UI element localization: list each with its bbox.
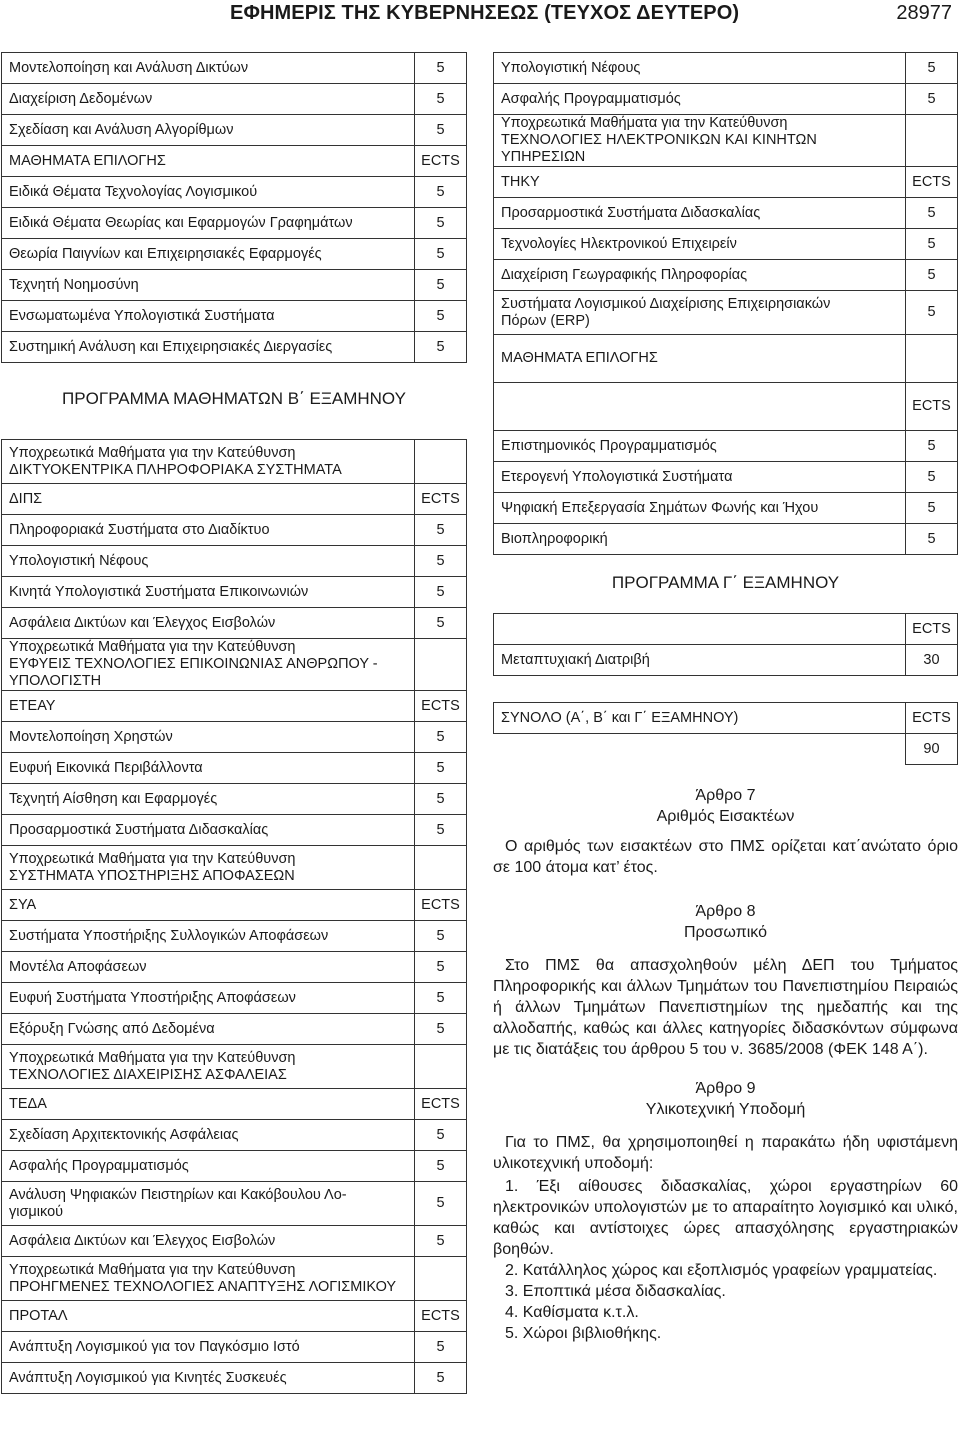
table-row xyxy=(2,952,467,983)
ects-value: 5 xyxy=(415,577,467,608)
course-name xyxy=(2,1226,415,1257)
course-name-text: ΣΥΑ xyxy=(9,896,37,913)
course-name xyxy=(2,722,415,753)
course-name xyxy=(494,115,906,167)
course-name-text: Θεωρία Παιγνίων και Επιχειρησιακές Εφαρμογές xyxy=(9,245,322,262)
ects-value: 5 xyxy=(415,546,467,577)
ects-value: 5 xyxy=(906,431,958,462)
page-header xyxy=(0,0,960,30)
ects-value: 5 xyxy=(415,1363,467,1394)
course-name xyxy=(494,260,906,291)
course-name xyxy=(2,639,415,691)
table-row xyxy=(2,239,467,270)
course-name-text: Υποχρεωτικά Μαθήματα για την Κατεύθυνση xyxy=(9,444,296,461)
course-name xyxy=(2,1120,415,1151)
table-row xyxy=(494,291,958,335)
course-name xyxy=(2,270,415,301)
ects-value: 5 xyxy=(906,198,958,229)
table-row xyxy=(2,846,467,890)
left-column xyxy=(1,52,467,1394)
course-name xyxy=(2,608,415,639)
course-name xyxy=(2,890,415,921)
course-name xyxy=(494,431,906,462)
course-name-sub: ΔΙΚΤΥΟΚΕΝΤΡΙΚΑ ΠΛΗΡΟΦΟΡΙΑΚΑ ΣΥΣΤΗΜΑΤΑ xyxy=(9,461,342,478)
course-name-text: Ασφαλής Προγραμματισμός xyxy=(501,90,681,107)
course-name-text: Πληροφοριακά Συστήματα στο Διαδίκτυο xyxy=(9,521,270,538)
list-item: 4. Καθίσματα κ.τ.λ. xyxy=(505,1304,639,1321)
ects-value: 5 xyxy=(415,952,467,983)
course-name-text: ΜΑΘΗΜΑΤΑ ΕΠΙΛΟΓΗΣ xyxy=(501,350,658,366)
course-name xyxy=(494,493,906,524)
table-row xyxy=(494,524,958,555)
course-name-sub: ΤΕΧΝΟΛΟΓΙΕΣ ΔΙΑΧΕΙΡΙΣΗΣ ΑΣΦΑΛΕΙΑΣ xyxy=(9,1066,287,1083)
course-name-text: Διαχείριση Γεωγραφικής Πληροφορίας xyxy=(501,266,748,283)
table-row xyxy=(2,815,467,846)
table-row xyxy=(2,983,467,1014)
course-name xyxy=(2,515,415,546)
ects-value: 5 xyxy=(415,815,467,846)
course-name-text: ΤΗΚΥ xyxy=(501,173,540,190)
ects-value: 5 xyxy=(415,608,467,639)
course-name-text: ΤΕΔΑ xyxy=(9,1095,47,1112)
table-row xyxy=(2,208,467,239)
course-name-sub: ΕΥΦΥΕΙΣ ΤΕΧΝΟΛΟΓΙΕΣ ΕΠΙΚΟΙΝΩΝΙΑΣ ΑΝΘΡΩΠΟΥ - ΥΠΟΛΟΓΙΣΤΗ xyxy=(9,656,378,689)
ects-value: 5 xyxy=(415,921,467,952)
course-name xyxy=(494,53,906,84)
course-name-text: Ψηφιακή Επεξεργασία Σημάτων Φωνής και Ήχου xyxy=(501,499,819,516)
course-name-text: Ανάπτυξη Λογισμικού για τον Παγκόσμιο Ιστό xyxy=(9,1338,300,1355)
course-name xyxy=(2,1182,415,1226)
course-name xyxy=(2,146,415,177)
table-row xyxy=(2,784,467,815)
ects-value: 5 xyxy=(415,301,467,332)
ects-value: 5 xyxy=(415,722,467,753)
course-name xyxy=(2,1363,415,1394)
ects-value: 5 xyxy=(906,493,958,524)
course-table-b-semester xyxy=(1,439,467,1394)
table-row xyxy=(494,614,958,645)
total-ects: 90 xyxy=(906,734,958,765)
table-row xyxy=(2,270,467,301)
course-name-text: Ευφυή Συστήματα Υποστήριξης Αποφάσεων xyxy=(9,989,296,1006)
list-item: 2. Κατάλληλος χώρος και εξοπλισμός γραφείων γραμματείας. xyxy=(505,1262,938,1279)
table-row xyxy=(2,1363,467,1394)
table-row xyxy=(2,639,467,691)
course-name-text: Ανάπτυξη Λογισμικού για Κινητές Συσκευές xyxy=(9,1369,287,1386)
course-name-sub: ΠΡΟΗΓΜΕΝΕΣ ΤΕΧΝΟΛΟΓΙΕΣ ΑΝΑΠΤΥΞΗΣ ΛΟΓΙΣΜΙΚΟΥ xyxy=(9,1278,397,1295)
course-name xyxy=(2,1089,415,1120)
course-name-text: Υποχρεωτικά Μαθήματα για την Κατεύθυνση xyxy=(9,1261,296,1278)
article-8-title: Προσωπικό xyxy=(684,924,767,941)
course-name-text: Σχεδίαση και Ανάλυση Αλγορίθμων xyxy=(9,121,234,138)
course-name-text: Ασφάλεια Δικτύων και Έλεγχος Εισβολών xyxy=(9,1232,276,1249)
course-name-text: Σχεδίαση Αρχιτεκτονικής Ασφάλειας xyxy=(9,1126,239,1143)
section-heading-b-semester: ΠΡΟΓΡΑΜΜΑ ΜΑΘΗΜΑΤΩΝ Β΄ ΕΞΑΜΗΝΟΥ xyxy=(62,389,406,408)
ects-value: ECTS xyxy=(415,890,467,921)
course-name xyxy=(494,291,906,335)
course-name-text: Συστήματα Υποστήριξης Συλλογικών Αποφάσεων xyxy=(9,927,329,944)
course-name-text: Τεχνητή Νοημοσύνη xyxy=(9,276,139,293)
course-name-text: Τεχνητή Αίσθηση και Εφαρμογές xyxy=(9,790,218,807)
ects-value xyxy=(415,639,467,691)
course-name xyxy=(2,1301,415,1332)
course-name-text: Ασφαλής Προγραμματισμός xyxy=(9,1157,189,1174)
ects-header: ECTS xyxy=(906,703,958,734)
course-name-text: Μοντελοποίηση Χρηστών xyxy=(9,728,173,745)
table-row xyxy=(2,177,467,208)
table-row xyxy=(2,515,467,546)
course-name xyxy=(2,1257,415,1301)
table-row xyxy=(2,301,467,332)
article-9-list xyxy=(493,1176,958,1344)
ects-value xyxy=(415,1257,467,1301)
ects-value: 5 xyxy=(415,332,467,363)
table-row xyxy=(494,335,958,383)
course-name xyxy=(2,239,415,270)
course-name xyxy=(494,335,906,383)
course-name xyxy=(2,753,415,784)
table-row xyxy=(494,703,958,734)
course-name-text: Επιστημονικός Προγραμματισμός xyxy=(501,437,717,454)
course-name-text: Ειδικά Θέματα Θεωρίας και Εφαρμογών Γραφημάτων xyxy=(9,214,353,231)
ects-value: 5 xyxy=(906,84,958,115)
table-row xyxy=(2,484,467,515)
course-name-text: Υπολογιστική Νέφους xyxy=(9,552,149,569)
table-row xyxy=(2,722,467,753)
table-row xyxy=(494,167,958,198)
table-row xyxy=(2,1332,467,1363)
thesis-ects: 30 xyxy=(906,645,958,676)
table-row xyxy=(2,1014,467,1045)
ects-value: 5 xyxy=(415,115,467,146)
article-8-heading: Άρθρο 8 xyxy=(695,903,756,920)
article-7-text: Ο αριθμός των εισακτέων στο ΠΜΣ ορίζεται κατ΄ανώτατο όριο σε 100 άτομα κατ’ έτος. xyxy=(493,838,958,876)
ects-value: ECTS xyxy=(415,146,467,177)
ects-value: ECTS xyxy=(415,691,467,722)
ects-value: 5 xyxy=(415,784,467,815)
course-name-text: ΜΑΘΗΜΑΤΑ ΕΠΙΛΟΓΗΣ xyxy=(9,152,166,169)
course-name-text: ΔΙΠΣ xyxy=(9,490,43,507)
course-name-text: Τεχνολογίες Ηλεκτρονικού Επιχειρείν xyxy=(501,235,737,252)
ects-value: ECTS xyxy=(906,383,958,431)
course-name-text: Προσαρμοστικά Συστήματα Διδασκαλίας xyxy=(501,204,761,221)
table-row xyxy=(2,921,467,952)
course-name-text: Ετερογενή Υπολογιστικά Συστήματα xyxy=(501,468,733,485)
course-name xyxy=(2,577,415,608)
section-heading-c-semester: ΠΡΟΓΡΑΜΜΑ Γ΄ ΕΞΑΜΗΝΟΥ xyxy=(611,573,840,592)
ects-value: ECTS xyxy=(415,484,467,515)
ects-value: 5 xyxy=(415,1151,467,1182)
table-row xyxy=(2,1151,467,1182)
ects-value: 5 xyxy=(415,270,467,301)
table-row xyxy=(2,440,467,484)
ects-value xyxy=(415,440,467,484)
ects-value: 5 xyxy=(415,753,467,784)
table-row xyxy=(2,115,467,146)
ects-value: ECTS xyxy=(415,1301,467,1332)
ects-value: 5 xyxy=(415,239,467,270)
ects-value xyxy=(415,846,467,890)
course-name xyxy=(494,462,906,493)
course-name-sub: Πόρων (ERP) xyxy=(501,312,590,329)
course-name-sub: ΣΥΣΤΗΜΑΤΑ ΥΠΟΣΤΗΡΙΞΗΣ ΑΠΟΦΑΣΕΩΝ xyxy=(9,867,295,884)
table-row xyxy=(494,462,958,493)
course-name xyxy=(2,784,415,815)
article-9-intro: Για το ΠΜΣ, θα χρησιμοποιηθεί η παρακάτω ήδη υφιστάμενη υλικοτεχνική υποδομή: xyxy=(493,1134,958,1172)
right-column xyxy=(493,52,958,1344)
course-name xyxy=(2,691,415,722)
table-row xyxy=(2,608,467,639)
ects-value: 5 xyxy=(415,208,467,239)
ects-value: 5 xyxy=(415,1120,467,1151)
course-name-text: Κινητά Υπολογιστικά Συστήματα Επικοινωνιών xyxy=(9,583,309,600)
course-name xyxy=(494,524,906,555)
course-name-text: Μοντελοποίηση και Ανάλυση Δικτύων xyxy=(9,59,249,76)
table-row xyxy=(2,1182,467,1226)
ects-value: 5 xyxy=(415,84,467,115)
ects-value: 5 xyxy=(415,177,467,208)
table-row xyxy=(494,383,958,431)
table-row xyxy=(494,734,958,765)
table-row xyxy=(2,691,467,722)
ects-value: 5 xyxy=(415,983,467,1014)
course-name xyxy=(2,1045,415,1089)
table-row xyxy=(2,1226,467,1257)
ects-value: 5 xyxy=(906,53,958,84)
ects-value: ECTS xyxy=(906,167,958,198)
course-name-text: Υποχρεωτικά Μαθήματα για την Κατεύθυνση xyxy=(9,1049,296,1066)
total-table xyxy=(493,702,958,765)
course-name-text: Υποχρεωτικά Μαθήματα για την Κατεύθυνση xyxy=(9,639,296,655)
page-number: 28977 xyxy=(896,2,952,24)
list-item: 3. Εποπτικά μέσα διδασκαλίας. xyxy=(505,1283,726,1300)
table-row xyxy=(494,115,958,167)
course-name-text: Υποχρεωτικά Μαθήματα για την Κατεύθυνση xyxy=(9,850,296,867)
course-name-text: Ασφάλεια Δικτύων και Έλεγχος Εισβολών xyxy=(9,614,276,631)
course-name-text: Συστήματα Λογισμικού Διαχείρισης Επιχειρησιακών xyxy=(501,295,831,312)
course-name xyxy=(2,440,415,484)
article-9-title: Υλικοτεχνική Υποδομή xyxy=(645,1101,806,1118)
course-name xyxy=(2,952,415,983)
table-row xyxy=(494,645,958,676)
course-name xyxy=(2,983,415,1014)
course-name xyxy=(2,115,415,146)
table-row xyxy=(2,577,467,608)
course-name-text: Προσαρμοστικά Συστήματα Διδασκαλίας xyxy=(9,821,269,838)
course-table-b-semester-continued xyxy=(493,52,958,555)
table-row xyxy=(494,198,958,229)
table-row xyxy=(2,890,467,921)
course-name xyxy=(494,84,906,115)
ects-value xyxy=(906,115,958,167)
course-name-text: Βιοπληροφορική xyxy=(501,530,608,547)
gazette-title: ΕΦΗΜΕΡΙΣ ΤΗΣ ΚΥΒΕΡΝΗΣΕΩΣ (ΤΕΥΧΟΣ ΔΕΥΤΕΡΟ) xyxy=(230,2,740,24)
ects-value: 5 xyxy=(906,260,958,291)
table-row xyxy=(2,53,467,84)
course-name-text: Διαχείριση Δεδομένων xyxy=(9,90,153,107)
course-name xyxy=(2,301,415,332)
course-name-text: Υπολογιστική Νέφους xyxy=(501,59,641,76)
course-name-text: Ειδικά Θέματα Τεχνολογίας Λογισμικού xyxy=(9,183,258,200)
article-7-heading: Άρθρο 7 xyxy=(695,787,756,804)
list-item: 1. Έξι αίθουσες διδασκαλίας, χώροι εργαστηρίων 60 ηλεκτρονικών υπολογιστών με το απαραίτητο λογισμικό και υλικό, καθώς και αντίστοιχες ώρες απασχόλησης εργαστηριακών βοηθών. xyxy=(493,1178,958,1258)
course-name xyxy=(2,208,415,239)
course-name-sub: γισμικού xyxy=(9,1203,64,1220)
table-row xyxy=(2,753,467,784)
table-row xyxy=(494,260,958,291)
course-name xyxy=(2,1332,415,1363)
course-name xyxy=(494,383,906,431)
table-row xyxy=(494,53,958,84)
table-row xyxy=(2,1301,467,1332)
course-name-text: Ενσωματωμένα Υπολογιστικά Συστήματα xyxy=(9,307,275,324)
course-name xyxy=(2,84,415,115)
course-name-text: Υποχρεωτικά Μαθήματα για την Κατεύθυνση xyxy=(501,115,788,131)
ects-value: 5 xyxy=(415,515,467,546)
ects-header: ECTS xyxy=(906,614,958,645)
course-name xyxy=(2,815,415,846)
course-name xyxy=(494,167,906,198)
ects-value: 5 xyxy=(415,1182,467,1226)
ects-value: 5 xyxy=(906,462,958,493)
course-name-text: Ανάλυση Ψηφιακών Πειστηρίων και Κακόβουλου Λο- xyxy=(9,1186,347,1203)
table-row xyxy=(494,84,958,115)
course-name-sub: ΤΕΧΝΟΛΟΓΙΕΣ ΗΛΕΚΤΡΟΝΙΚΩΝ ΚΑΙ ΚΙΝΗΤΩΝ ΥΠΗΡΕΣΙΩΝ xyxy=(501,132,817,165)
table-row xyxy=(2,546,467,577)
list-item: 5. Χώροι βιβλιοθήκης. xyxy=(505,1325,662,1342)
course-name xyxy=(2,921,415,952)
total-label: ΣΥΝΟΛΟ (Α΄, Β΄ και Γ΄ ΕΞΑΜΗΝΟΥ) xyxy=(494,703,906,734)
course-name xyxy=(2,1151,415,1182)
course-name-text: Ευφυή Εικονικά Περιβάλλοντα xyxy=(9,759,203,776)
course-name-text: Μοντέλα Αποφάσεων xyxy=(9,958,147,975)
course-name xyxy=(2,546,415,577)
ects-value: 5 xyxy=(906,291,958,335)
course-name-text: ΕΤΕΑΥ xyxy=(9,697,56,714)
course-name xyxy=(2,1014,415,1045)
ects-value: 5 xyxy=(415,1014,467,1045)
table-row xyxy=(494,431,958,462)
ects-value: ECTS xyxy=(415,1089,467,1120)
course-name xyxy=(2,846,415,890)
ects-value xyxy=(415,1045,467,1089)
table-row xyxy=(2,1089,467,1120)
course-table-a-semester-electives xyxy=(1,52,467,363)
ects-value: 5 xyxy=(415,1332,467,1363)
course-name xyxy=(2,53,415,84)
ects-value xyxy=(906,335,958,383)
article-8-text: Στο ΠΜΣ θα απασχοληθούν μέλη ΔΕΠ του Τμήματος Πληροφορικής και άλλων Τμημάτων του Πανεπιστημίου Πειραιώς ή άλλων Τμημάτων Πανεπιστημίων της ημεδαπής και της αλλοδαπής, καθώς και άλλες κατηγορίες διδασκόντων σύμφωνα με τις διατάξεις του άρθρου 5 του ν. 3685/2008 (ΦΕΚ 148 Α΄). xyxy=(493,957,958,1058)
course-name xyxy=(494,198,906,229)
table-row xyxy=(2,1045,467,1089)
course-name xyxy=(2,332,415,363)
course-name-text: ΠΡΟΤΑΛ xyxy=(9,1307,68,1324)
course-name xyxy=(2,177,415,208)
course-name xyxy=(494,229,906,260)
thesis-table xyxy=(493,613,958,676)
table-row xyxy=(494,229,958,260)
course-name-text: Εξόρυξη Γνώσης από Δεδομένα xyxy=(9,1020,215,1037)
table-row xyxy=(2,84,467,115)
table-row xyxy=(494,493,958,524)
table-row xyxy=(2,332,467,363)
course-name-text: Συστημική Ανάλυση και Επιχειρησιακές Διεργασίες xyxy=(9,338,333,355)
ects-value: 5 xyxy=(415,1226,467,1257)
table-row xyxy=(2,1120,467,1151)
course-name xyxy=(2,484,415,515)
thesis-label: Μεταπτυχιακή Διατριβή xyxy=(494,645,906,676)
ects-value: 5 xyxy=(906,229,958,260)
table-row xyxy=(2,146,467,177)
article-7-title: Αριθμός Εισακτέων xyxy=(656,808,795,825)
ects-value: 5 xyxy=(415,53,467,84)
article-9-heading: Άρθρο 9 xyxy=(695,1080,756,1097)
table-row xyxy=(2,1257,467,1301)
ects-value: 5 xyxy=(906,524,958,555)
